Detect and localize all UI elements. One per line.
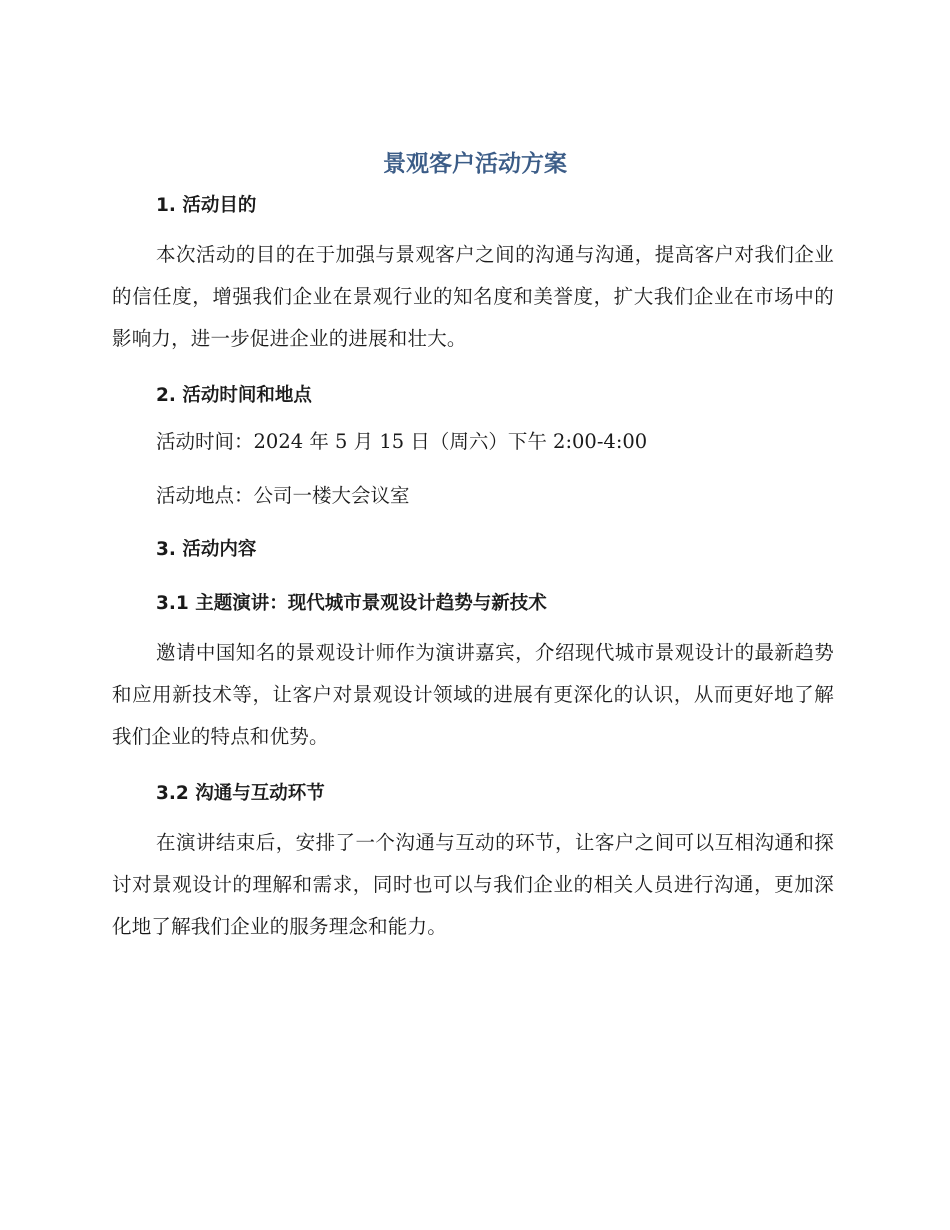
section-paragraph-purpose: 本次活动的目的在于加强与景观客户之间的沟通与沟通，提高客户对我们企业的信任度，增强我们企业在景观行业的知名度和美誉度，扩大我们企业在市场中的影响力，进一步促进企业的进展和壮大。 bbox=[112, 243, 834, 350]
event-time-line: 活动时间：2024 年 5 月 15 日（周六）下午 2:00-4:00 bbox=[156, 430, 648, 453]
section-heading-content: 3. 活动内容 bbox=[156, 539, 257, 560]
section-heading-time-place: 2. 活动时间和地点 bbox=[156, 385, 312, 406]
subsection-heading-interaction: 3.2 沟通与互动环节 bbox=[156, 783, 325, 804]
document-body bbox=[112, 188, 834, 948]
event-place-line: 活动地点：公司一楼大会议室 bbox=[156, 484, 410, 507]
subsection-paragraph-interaction: 在演讲结束后，安排了一个沟通与互动的环节，让客户之间可以互相沟通和探讨对景观设计的理解和需求，同时也可以与我们企业的相关人员进行沟通，更加深化地了解我们企业的服务理念和能力。 bbox=[112, 831, 834, 938]
section-heading-purpose: 1. 活动目的 bbox=[156, 195, 257, 216]
page-title: 景观客户活动方案 bbox=[383, 151, 567, 177]
subsection-paragraph-keynote: 邀请中国知名的景观设计师作为演讲嘉宾，介绍现代城市景观设计的最新趋势和应用新技术等，让客户对景观设计领域的进展有更深化的认识，从而更好地了解我们企业的特点和优势。 bbox=[112, 641, 834, 748]
subsection-heading-keynote: 3.1 主题演讲：现代城市景观设计趋势与新技术 bbox=[156, 593, 547, 614]
